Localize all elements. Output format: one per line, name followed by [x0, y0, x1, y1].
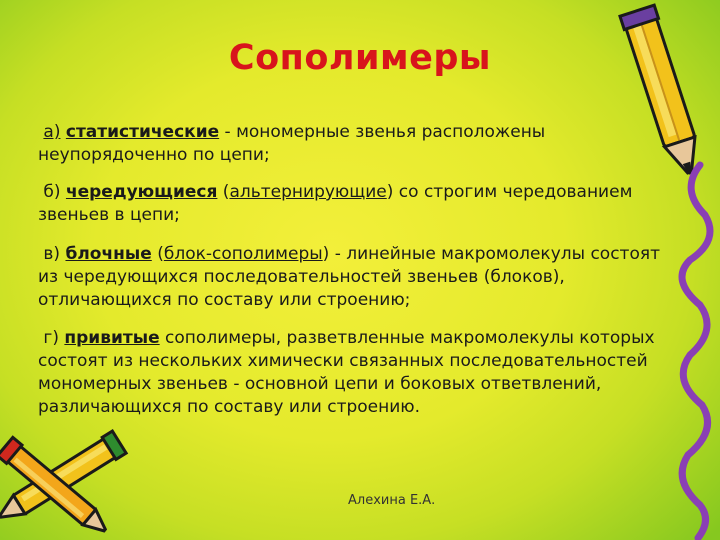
label-b: б)	[43, 182, 61, 202]
term-statistical: статистические	[65, 122, 220, 142]
label-d: г)	[43, 328, 59, 348]
author-signature: Алехина Е.А.	[348, 493, 436, 508]
text-block: ) - линейные макромолекулы состоят из чередующихся последовательностей звеньев (блоков), отличающихся по составу или строению;	[38, 244, 660, 310]
alias-block: блок-сополимеры	[163, 244, 323, 264]
text-statistical: - мономерные звенья расположены неупорядоченно по цепи;	[38, 122, 546, 165]
paragraph-alternating	[38, 181, 678, 227]
paren-open: (	[151, 244, 164, 264]
term-block: блочные	[65, 244, 152, 264]
text-grafted: сополимеры, разветвленные макромолекулы которых состоят из нескольких химически связанных последовательностей мономерных звеньев - основной цепи и боковых ответвлений, различающихся по составу или строению.	[38, 328, 655, 417]
label-c: в)	[43, 244, 61, 264]
paren-open: (	[217, 182, 230, 202]
text-alternating: ) со строгим чередованием звеньев в цепи;	[38, 182, 633, 225]
crossed-pencils-icon	[0, 430, 120, 540]
paragraph-statistical	[38, 121, 678, 167]
term-alternating: чередующиеся	[65, 182, 218, 202]
slide-title: Сополимеры	[228, 38, 492, 78]
paragraph-block	[38, 243, 678, 312]
paragraph-grafted	[38, 327, 678, 419]
term-grafted: привитые	[64, 328, 160, 348]
label-a: а)	[43, 122, 61, 142]
alias-alternating: альтернирующие	[229, 182, 387, 202]
